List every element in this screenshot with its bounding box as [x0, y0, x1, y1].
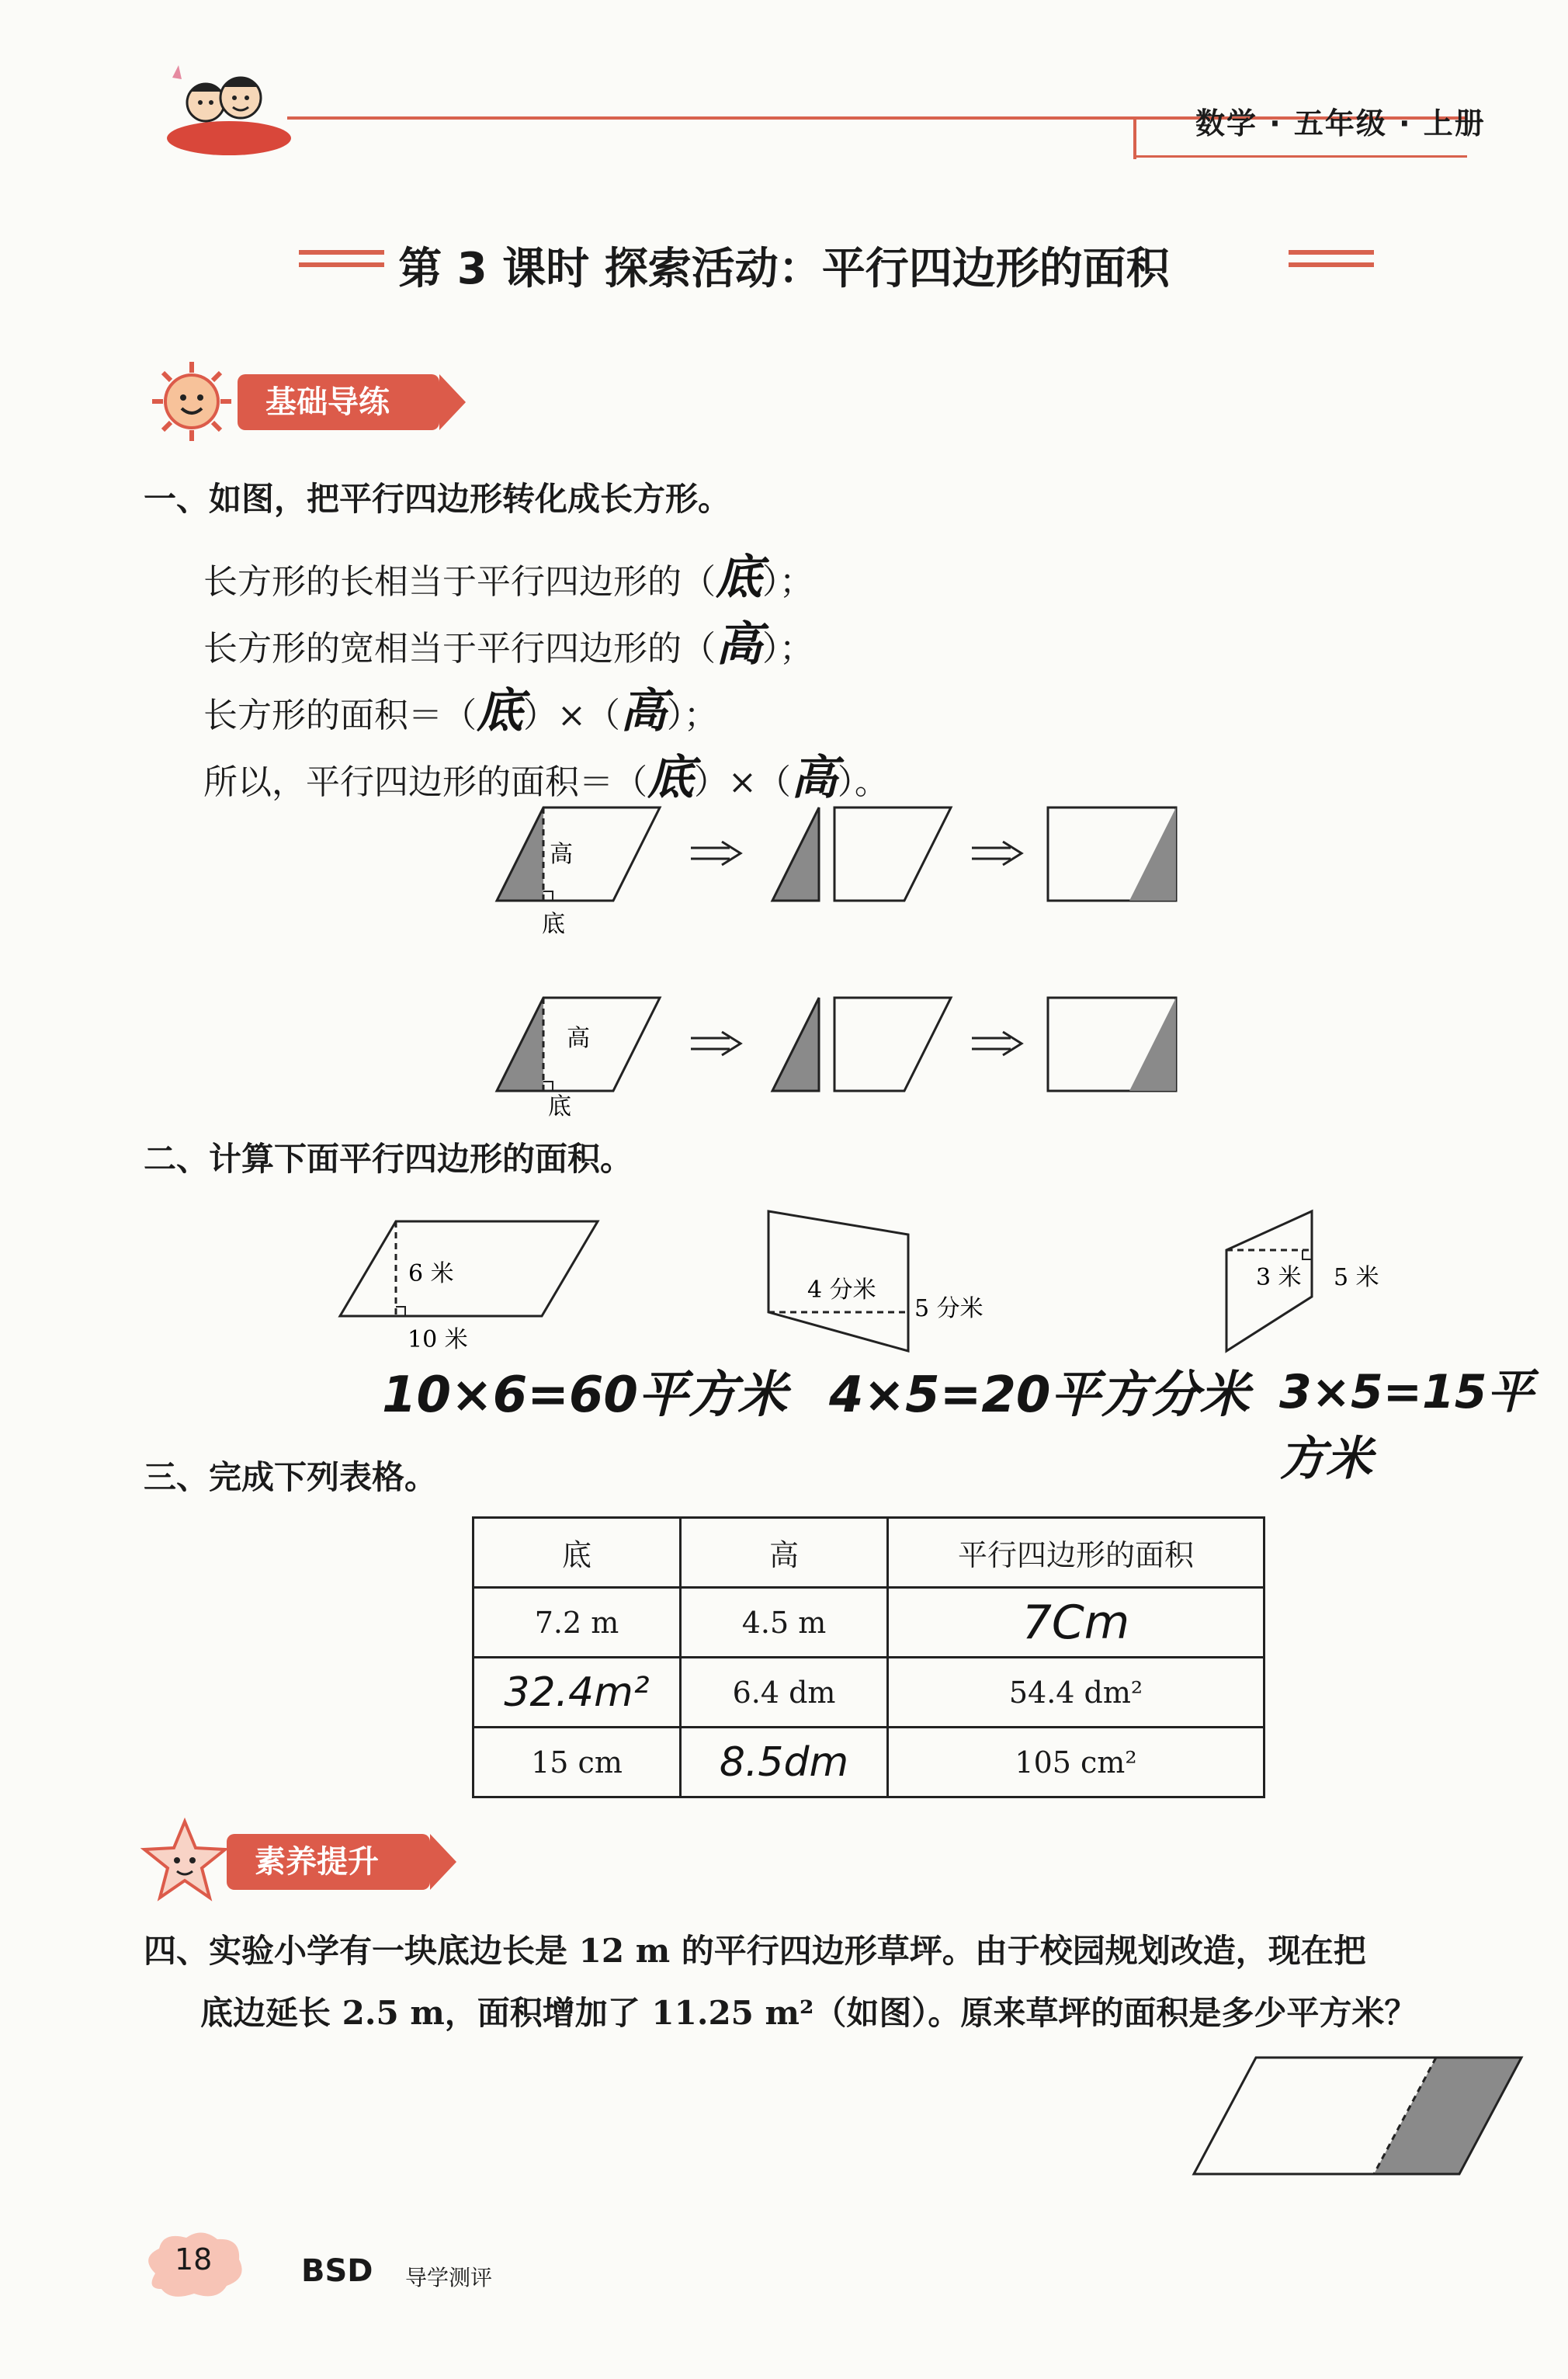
q1-line-3-text: 长方形的面积＝（	[203, 696, 477, 735]
q2-fig3-height: 3 米	[1256, 1264, 1302, 1291]
q1-row2	[497, 998, 1176, 1120]
q1-heading: 一、如图，把平行四边形转化成长方形。	[144, 480, 731, 518]
q4-line-2	[200, 1988, 1417, 2034]
q2-answer-2: 4×5=20平方分米	[829, 1367, 1250, 1424]
q1-line-4	[203, 741, 889, 807]
q2-figure-1	[340, 1221, 598, 1353]
q1-line-4-mid: ）×（	[694, 762, 791, 802]
q1-row1-height-label: 高	[550, 841, 573, 868]
series-name: 导学测评	[405, 2265, 493, 2290]
table-cell-area: 105 cm²	[888, 1728, 1264, 1797]
sun-icon	[149, 359, 234, 444]
q1-line-2-text: 长方形的宽相当于平行四边形的（	[203, 629, 716, 669]
q2-answer-3: 3×5=15平方米	[1279, 1365, 1534, 1486]
q1-line-3-end: ）；	[666, 696, 718, 735]
table-cell-area: 54.4 dm²	[888, 1658, 1264, 1728]
q2-fig1-base: 10 米	[408, 1326, 468, 1353]
table-cell-height-handwritten: 8.5dm	[681, 1728, 888, 1797]
q2-fig2-base: 5 分米	[914, 1295, 983, 1322]
header-rule-lower	[1133, 155, 1467, 158]
table-cell-base: 7.2 m	[474, 1588, 681, 1658]
q1-line-4-end: ）。	[837, 762, 889, 802]
q2-answer-1: 10×6=60平方米	[382, 1367, 787, 1424]
q1-transform-figure	[466, 800, 1242, 1126]
q1-row1-base-label: 底	[542, 911, 565, 938]
q1-row1	[497, 807, 1176, 938]
mascot-illustration	[155, 62, 295, 163]
q2-figure-3	[1226, 1211, 1379, 1351]
q1-answer-3b: 高	[619, 684, 667, 738]
q4-figure	[1180, 2050, 1545, 2182]
table-cell-area-handwritten: 7Cm	[888, 1588, 1264, 1658]
lesson-title: 第 3 课时 探索活动：平行四边形的面积	[398, 244, 1170, 294]
q1-line-2-end: ）；	[762, 629, 813, 669]
q1-line-2	[203, 607, 813, 674]
q1-answer-4b: 高	[790, 751, 838, 805]
q1-row2-base-label: 底	[548, 1093, 571, 1120]
table-cell-height: 6.4 dm	[681, 1658, 888, 1728]
q2-figure-2	[768, 1211, 983, 1351]
table-row	[474, 1728, 1264, 1797]
table-header-area: 平行四边形的面积	[888, 1518, 1264, 1588]
q1-answer-4a: 底	[647, 751, 694, 805]
q2-fig1-height: 6 米	[408, 1260, 454, 1287]
table-cell-height: 4.5 m	[681, 1588, 888, 1658]
q1-answer-3a: 底	[477, 684, 523, 738]
section-banner-advanced: 素养提升	[227, 1834, 430, 1890]
page-number: 18	[175, 2242, 213, 2277]
q1-line-4-text: 所以，平行四边形的面积＝（	[203, 762, 647, 802]
publisher-code: BSD	[301, 2253, 373, 2289]
banner-pencil-tip	[439, 374, 466, 430]
q1-line-1-text: 长方形的长相当于平行四边形的（	[203, 562, 716, 602]
table-cell-base: 15 cm	[474, 1728, 681, 1797]
q1-line-3-mid: ）×（	[523, 696, 620, 735]
q4-text-2: 底边延长 2.5 m，面积增加了 11.25 m²（如图）。原来草坪的面积是多少平方米？	[200, 1994, 1417, 2032]
q1-line-1	[203, 540, 813, 607]
q3-heading: 三、完成下列表格。	[144, 1458, 438, 1496]
q2-fig2-height: 4 分米	[807, 1276, 876, 1304]
q2-heading: 二、计算下面平行四边形的面积。	[144, 1140, 633, 1178]
q4-line-1	[144, 1926, 1366, 1972]
q1-line-3	[203, 674, 718, 741]
section-banner-basic: 基础导练	[238, 374, 439, 430]
table-row	[474, 1658, 1264, 1728]
q4-text-1: 四、实验小学有一块底边长是 12 m 的平行四边形草坪。由于校园规划改造，现在把	[144, 1932, 1366, 1970]
q3-table	[472, 1516, 1265, 1798]
table-header-base: 底	[474, 1518, 681, 1588]
subject-label: 数学 · 五年级 · 上册	[1195, 106, 1486, 141]
table-header-height: 高	[681, 1518, 888, 1588]
q1-row2-height-label: 高	[567, 1025, 590, 1052]
header-rule-mark	[1133, 116, 1136, 159]
table-cell-base-handwritten: 32.4m²	[474, 1658, 681, 1728]
table-header-row	[474, 1518, 1264, 1588]
banner-pencil-tip	[430, 1834, 456, 1890]
table-row	[474, 1588, 1264, 1658]
q1-line-1-end: ）；	[762, 562, 813, 602]
star-icon	[138, 1817, 231, 1902]
q2-fig3-base: 5 米	[1334, 1264, 1379, 1291]
q1-answer-2: 高	[716, 617, 762, 672]
q1-answer-1: 底	[716, 550, 762, 605]
